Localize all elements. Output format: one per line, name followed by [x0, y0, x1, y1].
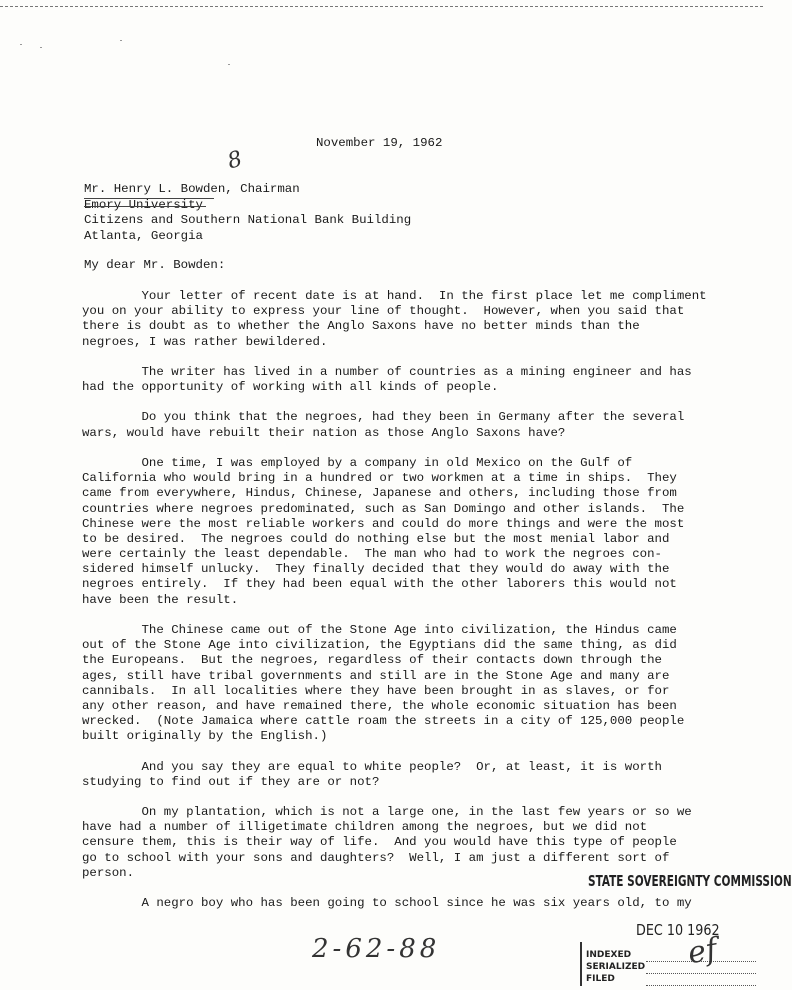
- body-line: have been the result.: [82, 592, 239, 607]
- body-line: you on your ability to express your line of thought. However, when you said that: [82, 304, 685, 319]
- body-line: built originally by the English.): [82, 729, 328, 744]
- body-line: had the opportunity of working with all kinds of people.: [82, 380, 499, 395]
- body-line: Do you think that the negroes, had they been in Germany after the several: [82, 410, 685, 425]
- scan-speck: [40, 47, 42, 48]
- body-line: there is doubt as to whether the Anglo Saxons have no better minds than the: [82, 319, 640, 334]
- body-line: ages, still have tribal governments and still are in the Stone Age and many are: [82, 668, 670, 683]
- body-line: any other reason, and have remained there, the whole economic situation has been: [82, 698, 677, 713]
- stamp-field-serialized: SERIALIZED: [586, 962, 646, 972]
- address-line: Citizens and Southern National Bank Building: [84, 213, 412, 227]
- body-line: studying to find out if they are or not?: [82, 774, 380, 789]
- strikethrough-line: [84, 206, 206, 207]
- body-line: to be desired. The negroes could do nothing else but the most menial labor and: [82, 531, 670, 546]
- handwritten-initials: ef: [685, 931, 720, 972]
- body-line: On my plantation, which is not a large one, in the last few years or so we: [82, 805, 692, 820]
- body-line: The Chinese came out of the Stone Age into civilization, the Hindus came: [82, 622, 677, 637]
- body-line: have had a number of illigetimate children among the negroes, but we did not: [82, 820, 648, 835]
- handwritten-file-number: 2-62-88: [312, 934, 441, 964]
- body-line: And you say they are equal to white people? Or, at least, it is worth: [82, 759, 662, 774]
- body-line: the Europeans. But the negroes, regardless of their contacts down through the: [82, 653, 662, 668]
- body-line: wrecked. (Note Jamaica where cattle roam the streets in a city of 125,000 people: [82, 714, 685, 729]
- body-line: negroes entirely. If they had been equal with the other laborers this would not: [82, 577, 677, 592]
- body-line: countries where negroes predominated, such as San Domingo and other islands. The: [82, 501, 685, 516]
- address-line: Atlanta, Georgia: [84, 228, 203, 243]
- body-line: Your letter of recent date is at hand. In the first place let me compliment: [82, 289, 707, 303]
- body-line: wars, would have rebuilt their nation as those Anglo Saxons have?: [82, 425, 566, 440]
- scan-speck: [120, 40, 122, 41]
- body-line: censure them, this is their way of life. And you would have this type of people: [82, 835, 677, 850]
- body-line: One time, I was employed by a company in old Mexico on the Gulf of: [82, 455, 633, 470]
- address-line: Emory University: [84, 197, 203, 212]
- handwritten-mark: 8: [225, 146, 245, 175]
- scan-speck: [228, 64, 230, 65]
- address-line: Mr. Henry L. Bowden, Chairman: [84, 182, 300, 196]
- letter-date: November 19, 1962: [316, 136, 443, 150]
- name-underline: [84, 198, 214, 199]
- salutation: My dear Mr. Bowden:: [84, 258, 226, 272]
- scan-speck: [20, 44, 22, 45]
- body-line: California who would bring in a hundred or two workmen at a time in ships. They: [82, 471, 677, 486]
- stamp-field-indexed: INDEXED: [586, 950, 632, 960]
- body-line: The writer has lived in a number of countries as a mining engineer and has: [82, 364, 692, 379]
- body-line: A negro boy who has been going to school since he was six years old, to my: [82, 896, 692, 911]
- body-line: go to school with your sons and daughters? Well, I am just a different sort of: [82, 850, 670, 865]
- stamp-dotted-line: [646, 984, 756, 986]
- body-line: person.: [82, 865, 135, 880]
- body-line: were certainly the least dependable. The man who had to work the negroes con-: [82, 547, 662, 562]
- stamp-field-filed: FILED: [586, 974, 615, 984]
- body-line: came from everywhere, Hindus, Chinese, Japanese and others, including those from: [82, 486, 677, 501]
- stamp-title: STATE SOVEREIGNTY COMMISSION: [588, 872, 792, 890]
- body-line: negroes, I was rather bewildered.: [82, 334, 328, 349]
- stamp-dotted-line: [646, 972, 756, 974]
- body-line: cannibals. In all localities where they have been brought in as slaves, or for: [82, 683, 670, 698]
- stamp-date: DEC 10 1962: [636, 921, 720, 939]
- body-line: Chinese were the most reliable workers and could do more things and were the most: [82, 516, 685, 531]
- body-line: sidered himself unlucky. They finally decided that they would do away with the: [82, 562, 670, 577]
- body-line: out of the Stone Age into civilization, the Egyptians did the same thing, as did: [82, 638, 677, 653]
- page-top-edge: [0, 0, 763, 7]
